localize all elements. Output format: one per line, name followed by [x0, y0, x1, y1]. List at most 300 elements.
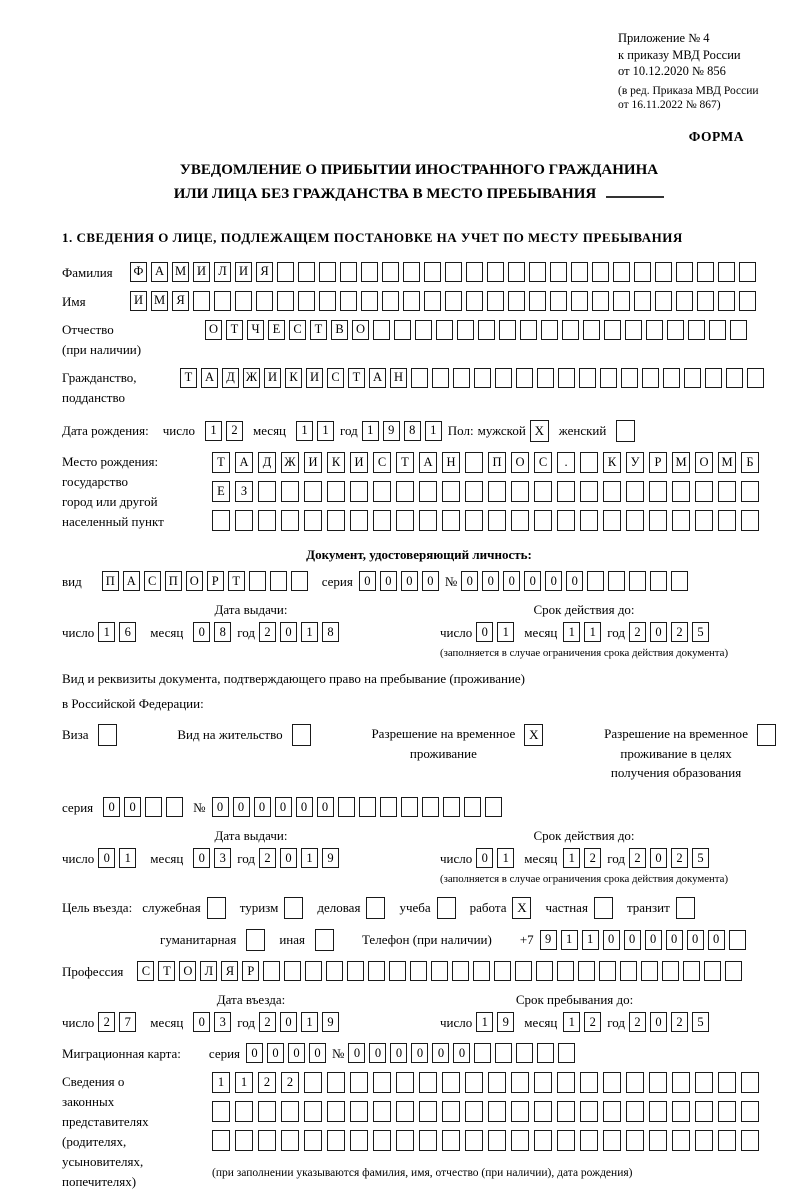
char-cell[interactable] — [626, 510, 644, 531]
char-cell[interactable]: 2 — [671, 1012, 688, 1032]
char-cell[interactable]: Н — [442, 452, 460, 473]
char-cell[interactable] — [580, 510, 598, 531]
char-cell[interactable] — [361, 291, 378, 311]
char-cell[interactable]: Ф — [130, 262, 147, 282]
char-cell[interactable] — [709, 320, 726, 340]
purpose-tourism-checkbox[interactable] — [284, 897, 303, 919]
char-cell[interactable] — [488, 510, 506, 531]
char-cell[interactable] — [683, 961, 700, 981]
char-cell[interactable]: 0 — [645, 930, 662, 950]
char-cell[interactable]: 6 — [119, 622, 136, 642]
char-cell[interactable] — [258, 1130, 276, 1151]
char-cell[interactable] — [704, 961, 721, 981]
char-cell[interactable]: А — [235, 452, 253, 473]
char-cell[interactable]: 0 — [280, 622, 297, 642]
char-cell[interactable]: 3 — [214, 848, 231, 868]
char-cell[interactable] — [603, 481, 621, 502]
char-cell[interactable] — [235, 291, 252, 311]
char-cell[interactable]: 1 — [205, 421, 222, 441]
char-cell[interactable] — [718, 481, 736, 502]
char-cell[interactable] — [258, 1101, 276, 1122]
char-cell[interactable] — [608, 571, 625, 591]
char-cell[interactable]: 2 — [629, 1012, 646, 1032]
char-cell[interactable] — [258, 481, 276, 502]
char-cell[interactable]: Л — [214, 262, 231, 282]
char-cell[interactable] — [214, 291, 231, 311]
char-cell[interactable]: У — [626, 452, 644, 473]
char-cell[interactable]: 0 — [566, 571, 583, 591]
char-cell[interactable] — [650, 571, 667, 591]
char-cell[interactable]: З — [235, 481, 253, 502]
char-cell[interactable] — [424, 262, 441, 282]
char-cell[interactable] — [587, 571, 604, 591]
char-cell[interactable]: 0 — [545, 571, 562, 591]
char-cell[interactable] — [361, 262, 378, 282]
char-cell[interactable] — [304, 1130, 322, 1151]
char-cell[interactable] — [676, 291, 693, 311]
char-cell[interactable]: 0 — [309, 1043, 326, 1063]
char-cell[interactable]: Ж — [281, 452, 299, 473]
char-cell[interactable] — [465, 452, 483, 473]
char-cell[interactable]: С — [289, 320, 306, 340]
char-cell[interactable]: 5 — [692, 622, 709, 642]
char-cell[interactable] — [626, 481, 644, 502]
char-cell[interactable] — [373, 510, 391, 531]
char-cell[interactable] — [571, 291, 588, 311]
char-cell[interactable]: С — [137, 961, 154, 981]
char-cell[interactable] — [419, 1130, 437, 1151]
char-cell[interactable]: 0 — [687, 930, 704, 950]
char-cell[interactable] — [516, 368, 533, 388]
char-cell[interactable]: К — [285, 368, 302, 388]
char-cell[interactable] — [695, 481, 713, 502]
char-cell[interactable] — [487, 291, 504, 311]
char-cell[interactable] — [281, 1101, 299, 1122]
char-cell[interactable]: 1 — [497, 622, 514, 642]
char-cell[interactable] — [340, 291, 357, 311]
char-cell[interactable]: 0 — [193, 622, 210, 642]
char-cell[interactable] — [410, 961, 427, 981]
char-cell[interactable] — [697, 291, 714, 311]
char-cell[interactable]: . — [557, 452, 575, 473]
char-cell[interactable] — [212, 1130, 230, 1151]
char-cell[interactable] — [534, 1072, 552, 1093]
char-cell[interactable] — [571, 262, 588, 282]
char-cell[interactable] — [488, 1072, 506, 1093]
char-cell[interactable] — [718, 510, 736, 531]
char-cell[interactable] — [684, 368, 701, 388]
male-checkbox[interactable]: X — [530, 420, 549, 442]
char-cell[interactable] — [672, 481, 690, 502]
char-cell[interactable] — [726, 368, 743, 388]
char-cell[interactable]: 9 — [383, 421, 400, 441]
char-cell[interactable] — [580, 1072, 598, 1093]
char-cell[interactable] — [663, 368, 680, 388]
char-cell[interactable]: 1 — [584, 622, 601, 642]
char-cell[interactable] — [380, 797, 397, 817]
char-cell[interactable] — [396, 1072, 414, 1093]
char-cell[interactable]: 0 — [233, 797, 250, 817]
char-cell[interactable] — [649, 481, 667, 502]
char-cell[interactable]: 0 — [422, 571, 439, 591]
char-cell[interactable]: 2 — [98, 1012, 115, 1032]
char-cell[interactable]: 1 — [582, 930, 599, 950]
char-cell[interactable]: 0 — [650, 848, 667, 868]
char-cell[interactable] — [672, 1101, 690, 1122]
char-cell[interactable]: 1 — [561, 930, 578, 950]
char-cell[interactable] — [396, 510, 414, 531]
char-cell[interactable] — [718, 1101, 736, 1122]
char-cell[interactable] — [401, 797, 418, 817]
char-cell[interactable] — [634, 291, 651, 311]
char-cell[interactable] — [558, 368, 575, 388]
char-cell[interactable]: 0 — [369, 1043, 386, 1063]
char-cell[interactable] — [511, 1130, 529, 1151]
char-cell[interactable]: И — [264, 368, 281, 388]
char-cell[interactable] — [281, 1130, 299, 1151]
char-cell[interactable]: 2 — [258, 1072, 276, 1093]
char-cell[interactable] — [672, 1130, 690, 1151]
char-cell[interactable]: 0 — [296, 797, 313, 817]
char-cell[interactable]: О — [511, 452, 529, 473]
char-cell[interactable]: И — [350, 452, 368, 473]
char-cell[interactable] — [741, 1072, 759, 1093]
char-cell[interactable] — [212, 1101, 230, 1122]
char-cell[interactable]: П — [488, 452, 506, 473]
char-cell[interactable] — [592, 291, 609, 311]
residence-permit-checkbox[interactable] — [292, 724, 311, 746]
char-cell[interactable] — [487, 262, 504, 282]
char-cell[interactable] — [621, 368, 638, 388]
purpose-work-checkbox[interactable]: X — [512, 897, 531, 919]
char-cell[interactable] — [603, 1101, 621, 1122]
char-cell[interactable]: 0 — [254, 797, 271, 817]
char-cell[interactable]: 2 — [584, 848, 601, 868]
char-cell[interactable]: 0 — [193, 848, 210, 868]
char-cell[interactable]: 0 — [212, 797, 229, 817]
char-cell[interactable] — [394, 320, 411, 340]
char-cell[interactable] — [466, 262, 483, 282]
char-cell[interactable]: 0 — [401, 571, 418, 591]
char-cell[interactable] — [516, 1043, 533, 1063]
char-cell[interactable]: 7 — [119, 1012, 136, 1032]
char-cell[interactable]: 0 — [453, 1043, 470, 1063]
char-cell[interactable] — [634, 262, 651, 282]
char-cell[interactable]: И — [193, 262, 210, 282]
char-cell[interactable]: А — [419, 452, 437, 473]
char-cell[interactable]: 0 — [280, 848, 297, 868]
char-cell[interactable]: 0 — [98, 848, 115, 868]
char-cell[interactable]: 2 — [259, 622, 276, 642]
char-cell[interactable]: 0 — [476, 622, 493, 642]
char-cell[interactable] — [626, 1130, 644, 1151]
char-cell[interactable] — [373, 1072, 391, 1093]
char-cell[interactable]: 0 — [288, 1043, 305, 1063]
char-cell[interactable]: И — [304, 452, 322, 473]
char-cell[interactable] — [557, 1130, 575, 1151]
temp-residence-edu-checkbox[interactable] — [757, 724, 776, 746]
char-cell[interactable] — [424, 291, 441, 311]
char-cell[interactable] — [488, 481, 506, 502]
char-cell[interactable]: 3 — [214, 1012, 231, 1032]
char-cell[interactable] — [537, 368, 554, 388]
char-cell[interactable] — [592, 262, 609, 282]
char-cell[interactable] — [465, 1130, 483, 1151]
char-cell[interactable] — [431, 961, 448, 981]
char-cell[interactable] — [350, 1101, 368, 1122]
char-cell[interactable] — [359, 797, 376, 817]
char-cell[interactable]: Я — [172, 291, 189, 311]
char-cell[interactable] — [445, 291, 462, 311]
char-cell[interactable]: П — [165, 571, 182, 591]
visa-checkbox[interactable] — [98, 724, 117, 746]
char-cell[interactable] — [465, 1072, 483, 1093]
char-cell[interactable] — [557, 961, 574, 981]
char-cell[interactable]: И — [306, 368, 323, 388]
char-cell[interactable] — [642, 368, 659, 388]
char-cell[interactable] — [432, 368, 449, 388]
char-cell[interactable]: 0 — [411, 1043, 428, 1063]
char-cell[interactable]: 9 — [322, 1012, 339, 1032]
char-cell[interactable] — [705, 368, 722, 388]
char-cell[interactable]: 0 — [503, 571, 520, 591]
char-cell[interactable] — [327, 481, 345, 502]
char-cell[interactable] — [457, 320, 474, 340]
char-cell[interactable] — [662, 961, 679, 981]
char-cell[interactable] — [350, 1072, 368, 1093]
char-cell[interactable] — [445, 262, 462, 282]
char-cell[interactable]: 0 — [317, 797, 334, 817]
char-cell[interactable] — [419, 1101, 437, 1122]
char-cell[interactable]: 2 — [671, 848, 688, 868]
char-cell[interactable]: 1 — [476, 1012, 493, 1032]
char-cell[interactable]: О — [186, 571, 203, 591]
char-cell[interactable]: 0 — [359, 571, 376, 591]
char-cell[interactable]: 0 — [103, 797, 120, 817]
char-cell[interactable] — [604, 320, 621, 340]
char-cell[interactable]: 1 — [119, 848, 136, 868]
char-cell[interactable]: 0 — [650, 1012, 667, 1032]
char-cell[interactable] — [249, 571, 266, 591]
char-cell[interactable]: 0 — [348, 1043, 365, 1063]
purpose-humanitarian-checkbox[interactable] — [246, 929, 265, 951]
char-cell[interactable]: Я — [256, 262, 273, 282]
char-cell[interactable] — [145, 797, 162, 817]
char-cell[interactable] — [747, 368, 764, 388]
char-cell[interactable]: Т — [226, 320, 243, 340]
purpose-study-checkbox[interactable] — [437, 897, 456, 919]
char-cell[interactable] — [537, 1043, 554, 1063]
char-cell[interactable] — [281, 510, 299, 531]
char-cell[interactable] — [558, 1043, 575, 1063]
char-cell[interactable] — [534, 510, 552, 531]
char-cell[interactable] — [529, 262, 546, 282]
char-cell[interactable] — [327, 510, 345, 531]
char-cell[interactable]: 2 — [629, 848, 646, 868]
char-cell[interactable] — [646, 320, 663, 340]
char-cell[interactable]: П — [102, 571, 119, 591]
char-cell[interactable]: 1 — [212, 1072, 230, 1093]
char-cell[interactable] — [688, 320, 705, 340]
char-cell[interactable] — [741, 1130, 759, 1151]
char-cell[interactable] — [536, 961, 553, 981]
char-cell[interactable]: О — [695, 452, 713, 473]
char-cell[interactable] — [718, 1130, 736, 1151]
char-cell[interactable]: 0 — [461, 571, 478, 591]
char-cell[interactable] — [304, 1101, 322, 1122]
char-cell[interactable]: Ж — [243, 368, 260, 388]
char-cell[interactable]: Т — [158, 961, 175, 981]
char-cell[interactable] — [718, 1072, 736, 1093]
char-cell[interactable]: 1 — [362, 421, 379, 441]
char-cell[interactable] — [277, 291, 294, 311]
char-cell[interactable] — [508, 262, 525, 282]
char-cell[interactable]: 0 — [624, 930, 641, 950]
char-cell[interactable] — [511, 1072, 529, 1093]
char-cell[interactable] — [626, 1101, 644, 1122]
char-cell[interactable]: 1 — [235, 1072, 253, 1093]
char-cell[interactable] — [291, 571, 308, 591]
char-cell[interactable] — [741, 1101, 759, 1122]
char-cell[interactable] — [298, 291, 315, 311]
char-cell[interactable]: 8 — [214, 622, 231, 642]
char-cell[interactable] — [562, 320, 579, 340]
char-cell[interactable] — [422, 797, 439, 817]
char-cell[interactable] — [550, 262, 567, 282]
char-cell[interactable] — [488, 1130, 506, 1151]
char-cell[interactable]: А — [151, 262, 168, 282]
char-cell[interactable] — [741, 481, 759, 502]
char-cell[interactable]: Д — [222, 368, 239, 388]
char-cell[interactable] — [396, 481, 414, 502]
char-cell[interactable] — [557, 510, 575, 531]
char-cell[interactable] — [725, 961, 742, 981]
char-cell[interactable]: Л — [200, 961, 217, 981]
char-cell[interactable]: С — [144, 571, 161, 591]
char-cell[interactable] — [466, 291, 483, 311]
char-cell[interactable] — [730, 320, 747, 340]
char-cell[interactable] — [494, 961, 511, 981]
char-cell[interactable]: А — [201, 368, 218, 388]
char-cell[interactable] — [464, 797, 481, 817]
char-cell[interactable] — [235, 1101, 253, 1122]
char-cell[interactable] — [495, 1043, 512, 1063]
char-cell[interactable]: 0 — [650, 622, 667, 642]
char-cell[interactable]: С — [534, 452, 552, 473]
char-cell[interactable] — [235, 1130, 253, 1151]
char-cell[interactable] — [256, 291, 273, 311]
char-cell[interactable] — [319, 262, 336, 282]
char-cell[interactable] — [382, 291, 399, 311]
char-cell[interactable] — [382, 262, 399, 282]
char-cell[interactable] — [474, 1043, 491, 1063]
char-cell[interactable] — [419, 481, 437, 502]
char-cell[interactable] — [419, 510, 437, 531]
char-cell[interactable]: А — [369, 368, 386, 388]
char-cell[interactable] — [304, 481, 322, 502]
char-cell[interactable] — [453, 368, 470, 388]
char-cell[interactable]: 2 — [259, 1012, 276, 1032]
char-cell[interactable]: О — [205, 320, 222, 340]
char-cell[interactable] — [452, 961, 469, 981]
char-cell[interactable] — [499, 320, 516, 340]
char-cell[interactable]: 5 — [692, 1012, 709, 1032]
char-cell[interactable] — [641, 961, 658, 981]
char-cell[interactable] — [534, 1101, 552, 1122]
char-cell[interactable]: И — [235, 262, 252, 282]
char-cell[interactable] — [534, 481, 552, 502]
char-cell[interactable]: Р — [649, 452, 667, 473]
char-cell[interactable] — [676, 262, 693, 282]
char-cell[interactable] — [649, 1072, 667, 1093]
char-cell[interactable]: 0 — [524, 571, 541, 591]
char-cell[interactable] — [578, 961, 595, 981]
char-cell[interactable] — [347, 961, 364, 981]
char-cell[interactable] — [603, 510, 621, 531]
char-cell[interactable] — [436, 320, 453, 340]
char-cell[interactable]: Т — [348, 368, 365, 388]
char-cell[interactable] — [338, 797, 355, 817]
char-cell[interactable] — [305, 961, 322, 981]
char-cell[interactable]: М — [672, 452, 690, 473]
purpose-commercial-checkbox[interactable] — [366, 897, 385, 919]
char-cell[interactable] — [340, 262, 357, 282]
char-cell[interactable] — [373, 481, 391, 502]
char-cell[interactable] — [603, 1130, 621, 1151]
char-cell[interactable]: 2 — [226, 421, 243, 441]
char-cell[interactable] — [741, 510, 759, 531]
char-cell[interactable] — [599, 961, 616, 981]
char-cell[interactable] — [350, 1130, 368, 1151]
char-cell[interactable]: О — [352, 320, 369, 340]
char-cell[interactable]: 1 — [563, 622, 580, 642]
char-cell[interactable] — [373, 320, 390, 340]
char-cell[interactable] — [739, 291, 756, 311]
char-cell[interactable]: Я — [221, 961, 238, 981]
char-cell[interactable] — [485, 797, 502, 817]
char-cell[interactable] — [511, 1101, 529, 1122]
char-cell[interactable]: Е — [212, 481, 230, 502]
char-cell[interactable]: 0 — [280, 1012, 297, 1032]
char-cell[interactable]: В — [331, 320, 348, 340]
char-cell[interactable] — [603, 1072, 621, 1093]
char-cell[interactable] — [298, 262, 315, 282]
char-cell[interactable]: 0 — [708, 930, 725, 950]
char-cell[interactable] — [495, 368, 512, 388]
char-cell[interactable] — [443, 797, 460, 817]
char-cell[interactable] — [474, 368, 491, 388]
char-cell[interactable]: М — [151, 291, 168, 311]
char-cell[interactable] — [557, 481, 575, 502]
char-cell[interactable]: 8 — [322, 622, 339, 642]
char-cell[interactable] — [396, 1130, 414, 1151]
char-cell[interactable] — [672, 1072, 690, 1093]
char-cell[interactable] — [655, 291, 672, 311]
char-cell[interactable]: 2 — [281, 1072, 299, 1093]
female-checkbox[interactable] — [616, 420, 635, 442]
char-cell[interactable] — [626, 1072, 644, 1093]
char-cell[interactable] — [304, 510, 322, 531]
char-cell[interactable]: Е — [268, 320, 285, 340]
char-cell[interactable]: Д — [258, 452, 276, 473]
char-cell[interactable] — [327, 1072, 345, 1093]
char-cell[interactable] — [373, 1130, 391, 1151]
purpose-other-checkbox[interactable] — [315, 929, 334, 951]
char-cell[interactable] — [258, 510, 276, 531]
char-cell[interactable] — [193, 291, 210, 311]
char-cell[interactable] — [419, 1072, 437, 1093]
char-cell[interactable] — [478, 320, 495, 340]
